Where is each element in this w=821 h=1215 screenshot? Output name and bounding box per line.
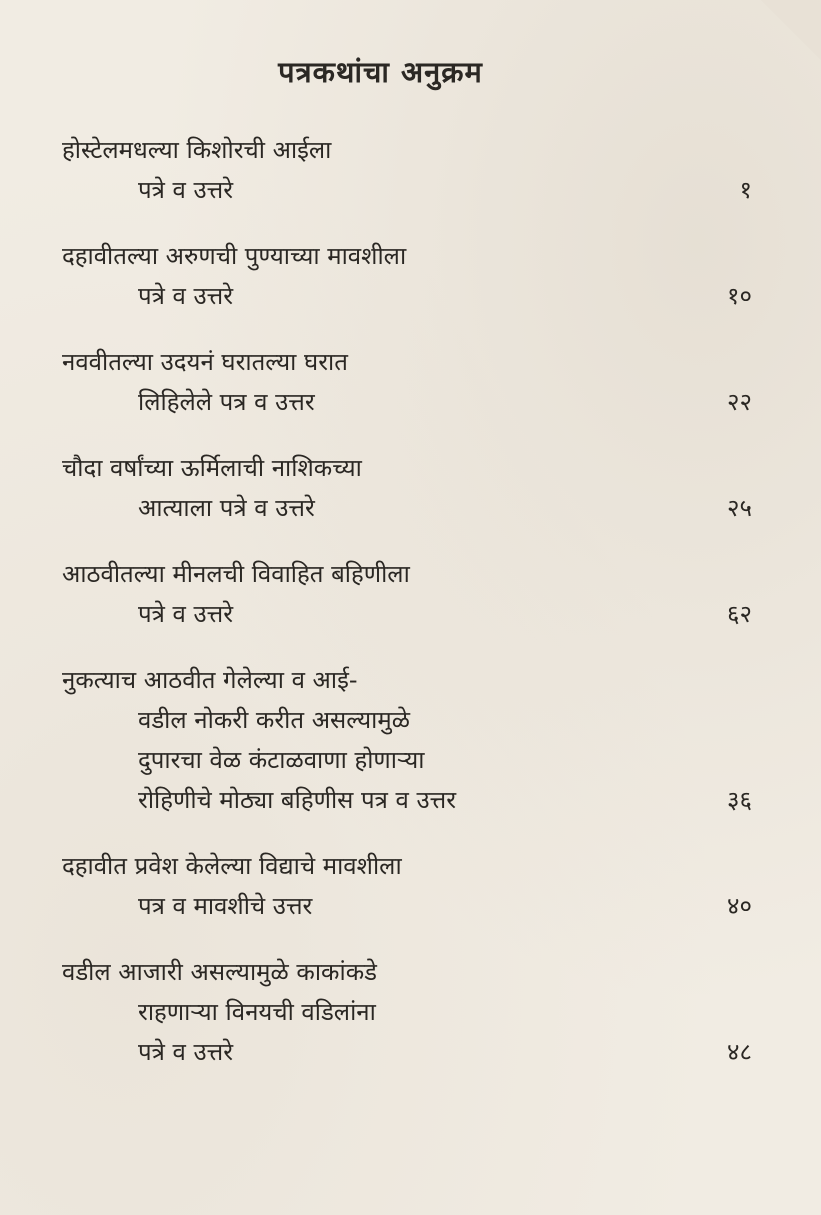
page-corner-shading [761, 0, 821, 60]
toc-entry [62, 342, 752, 422]
table-of-contents [62, 130, 752, 1098]
toc-entry-line: दहावीत प्रवेश केलेल्या विद्याचे मावशीला [62, 852, 402, 880]
toc-entry-line: नुकत्याच आठवीत गेलेल्या व आई- [62, 666, 358, 694]
toc-entry-line: आठवीतल्या मीनलची विवाहित बहिणीला [62, 560, 410, 588]
toc-entry-line: रोहिणीचे मोठ्या बहिणीस पत्र व उत्तर [138, 786, 457, 814]
toc-page-number: ४० [727, 892, 752, 920]
toc-entry [62, 554, 752, 634]
toc-page-number: १ [739, 176, 752, 204]
toc-entry-line: पत्र व मावशीचे उत्तर [138, 892, 313, 920]
toc-entry-line: पत्रे व उत्तरे [138, 176, 234, 204]
toc-entry-line: दहावीतल्या अरुणची पुण्याच्या मावशीला [62, 242, 407, 270]
toc-page-number: १० [727, 282, 752, 310]
toc-entry-line: नववीतल्या उदयनं घरातल्या घरात [62, 348, 348, 376]
toc-entry [62, 952, 752, 1072]
toc-entry [62, 660, 752, 820]
page-title: पत्रकथांचा अनुक्रम [278, 55, 483, 89]
toc-page-number: ३६ [727, 786, 752, 814]
toc-entry [62, 236, 752, 316]
toc-page-number: २५ [727, 494, 752, 522]
toc-entry-line: पत्रे व उत्तरे [138, 1038, 234, 1066]
toc-page-number: ६२ [727, 600, 752, 628]
toc-entry [62, 846, 752, 926]
toc-page-number: २२ [727, 388, 752, 416]
toc-entry-line: पत्रे व उत्तरे [138, 600, 234, 628]
toc-entry-line: लिहिलेले पत्र व उत्तर [138, 388, 315, 416]
toc-entry-line: चौदा वर्षांच्या ऊर्मिलाची नाशिकच्या [62, 454, 362, 482]
toc-entry-line: पत्रे व उत्तरे [138, 282, 234, 310]
toc-entry-line: वडील नोकरी करीत असल्यामुळे [138, 706, 410, 734]
toc-entry [62, 130, 752, 210]
toc-entry-line: आत्याला पत्रे व उत्तरे [138, 494, 315, 522]
toc-entry-line: राहणाऱ्या विनयची वडिलांना [138, 998, 376, 1026]
toc-entry [62, 448, 752, 528]
toc-entry-line: होस्टेलमधल्या किशोरची आईला [62, 136, 332, 164]
toc-entry-line: दुपारचा वेळ कंटाळवाणा होणाऱ्या [138, 746, 425, 774]
toc-entry-line: वडील आजारी असल्यामुळे काकांकडे [62, 958, 377, 986]
toc-page-number: ४८ [727, 1038, 752, 1066]
